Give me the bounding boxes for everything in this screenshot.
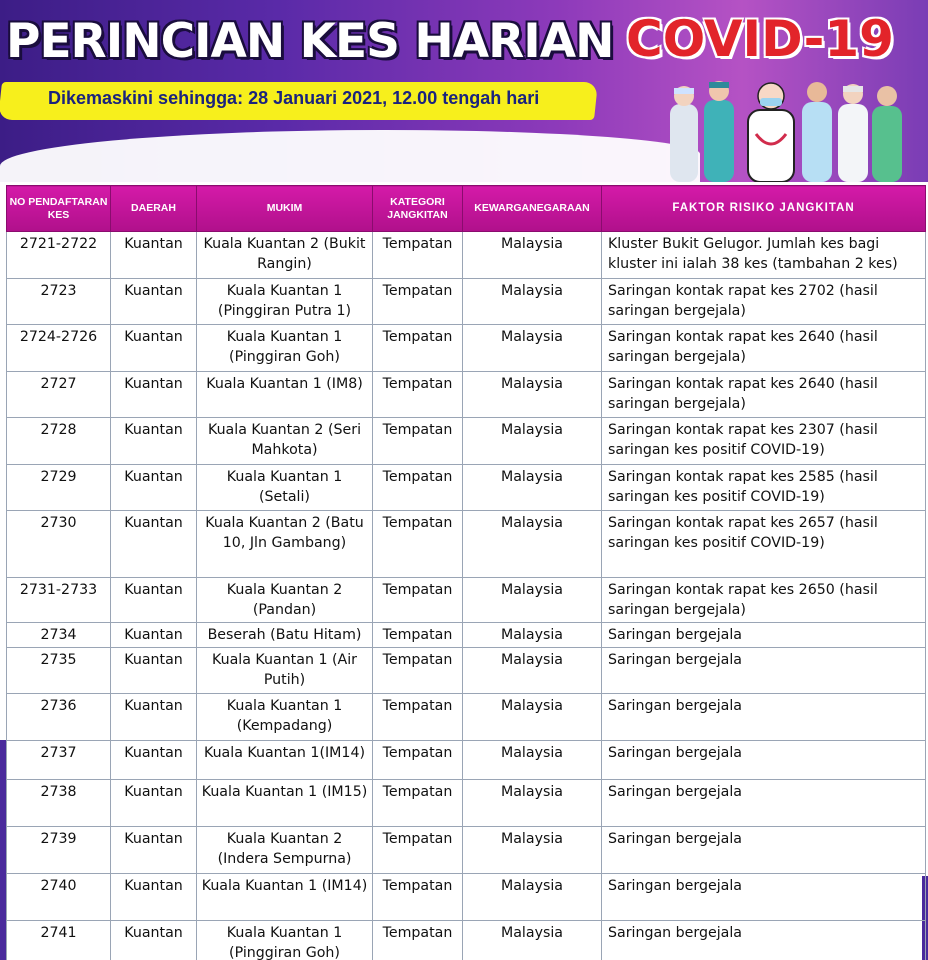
column-header-no: NO PENDAFTARAN KES (7, 186, 111, 232)
table-row (7, 418, 926, 465)
cell-mukim: Kuala Kuantan 1 (Setali) (197, 465, 373, 511)
cell-mukim: Kuala Kuantan 1 (Air Putih) (197, 648, 373, 694)
table-row (7, 780, 926, 827)
cell-faktor: Saringan bergejala (602, 741, 926, 780)
cell-kategori: Tempatan (373, 232, 463, 279)
cell-daerah: Kuantan (111, 741, 197, 780)
table-body (7, 232, 926, 960)
cell-warga: Malaysia (463, 648, 602, 694)
cell-case-no: 2738 (7, 780, 111, 827)
cell-daerah: Kuantan (111, 325, 197, 372)
cell-mukim: Kuala Kuantan 1 (IM14) (197, 874, 373, 921)
cell-kategori: Tempatan (373, 578, 463, 623)
cell-case-no: 2729 (7, 465, 111, 511)
table-row (7, 874, 926, 921)
cell-faktor: Saringan kontak rapat kes 2650 (hasil saringan bergejala) (602, 578, 926, 623)
cell-warga: Malaysia (463, 741, 602, 780)
cell-daerah: Kuantan (111, 648, 197, 694)
cell-daerah: Kuantan (111, 578, 197, 623)
cell-case-no: 2730 (7, 511, 111, 578)
cell-daerah: Kuantan (111, 623, 197, 648)
cell-mukim: Beserah (Batu Hitam) (197, 623, 373, 648)
table-header-row (7, 186, 926, 232)
cell-warga: Malaysia (463, 921, 602, 960)
page-title: PERINCIAN KES HARIAN (6, 14, 614, 69)
cell-faktor: Saringan kontak rapat kes 2657 (hasil saringan kes positif COVID-19) (602, 511, 926, 578)
cell-warga: Malaysia (463, 325, 602, 372)
cell-mukim: Kuala Kuantan 1 (Pinggiran Putra 1) (197, 279, 373, 325)
cell-daerah: Kuantan (111, 694, 197, 741)
cell-mukim: Kuala Kuantan 2 (Batu 10, Jln Gambang) (197, 511, 373, 578)
table-row (7, 578, 926, 623)
cell-case-no: 2728 (7, 418, 111, 465)
cell-case-no: 2724-2726 (7, 325, 111, 372)
cell-daerah: Kuantan (111, 418, 197, 465)
case-table (6, 185, 926, 960)
cell-case-no: 2739 (7, 827, 111, 874)
cell-kategori: Tempatan (373, 465, 463, 511)
cell-kategori: Tempatan (373, 279, 463, 325)
cell-daerah: Kuantan (111, 827, 197, 874)
cell-mukim: Kuala Kuantan 2 (Indera Sempurna) (197, 827, 373, 874)
health-worker-icon (802, 82, 832, 182)
cell-warga: Malaysia (463, 827, 602, 874)
cell-daerah: Kuantan (111, 511, 197, 578)
health-worker-icon (704, 81, 734, 182)
cell-kategori: Tempatan (373, 325, 463, 372)
cell-faktor: Saringan bergejala (602, 780, 926, 827)
cell-kategori: Tempatan (373, 418, 463, 465)
cell-case-no: 2727 (7, 372, 111, 418)
cell-faktor: Saringan bergejala (602, 921, 926, 960)
health-worker-icon (838, 84, 868, 182)
cell-faktor: Saringan bergejala (602, 623, 926, 648)
cell-case-no: 2731-2733 (7, 578, 111, 623)
table-row (7, 325, 926, 372)
cell-warga: Malaysia (463, 372, 602, 418)
cell-kategori: Tempatan (373, 921, 463, 960)
cell-mukim: Kuala Kuantan 1(IM14) (197, 741, 373, 780)
cell-kategori: Tempatan (373, 648, 463, 694)
cell-case-no: 2741 (7, 921, 111, 960)
cell-daerah: Kuantan (111, 279, 197, 325)
cell-case-no: 2721-2722 (7, 232, 111, 279)
cell-faktor: Saringan kontak rapat kes 2307 (hasil saringan kes positif COVID-19) (602, 418, 926, 465)
table-row (7, 648, 926, 694)
cell-kategori: Tempatan (373, 874, 463, 921)
cell-mukim: Kuala Kuantan 2 (Seri Mahkota) (197, 418, 373, 465)
cell-faktor: Saringan bergejala (602, 694, 926, 741)
header-banner (0, 0, 928, 182)
cell-kategori: Tempatan (373, 694, 463, 741)
table-row (7, 279, 926, 325)
cell-case-no: 2737 (7, 741, 111, 780)
table-row (7, 921, 926, 960)
cell-daerah: Kuantan (111, 921, 197, 960)
cell-warga: Malaysia (463, 623, 602, 648)
cell-daerah: Kuantan (111, 465, 197, 511)
table-row (7, 623, 926, 648)
cell-kategori: Tempatan (373, 511, 463, 578)
cell-mukim: Kuala Kuantan 1 (Pinggiran Goh) (197, 325, 373, 372)
cell-kategori: Tempatan (373, 780, 463, 827)
cell-faktor: Saringan kontak rapat kes 2585 (hasil saringan kes positif COVID-19) (602, 465, 926, 511)
health-worker-icon (872, 86, 902, 182)
cell-daerah: Kuantan (111, 874, 197, 921)
cell-mukim: Kuala Kuantan 2 (Bukit Rangin) (197, 232, 373, 279)
cell-daerah: Kuantan (111, 232, 197, 279)
cell-case-no: 2736 (7, 694, 111, 741)
cell-mukim: Kuala Kuantan 1 (Pinggiran Goh) (197, 921, 373, 960)
table-row (7, 741, 926, 780)
cell-faktor: Saringan kontak rapat kes 2640 (hasil saringan bergejala) (602, 372, 926, 418)
table-row (7, 372, 926, 418)
healthcare-workers-illustration (664, 74, 914, 182)
cell-mukim: Kuala Kuantan 1 (IM8) (197, 372, 373, 418)
covid-title: COVID-19 (626, 10, 894, 68)
cell-mukim: Kuala Kuantan 2 (Pandan) (197, 578, 373, 623)
update-timestamp: Dikemaskini sehingga: 28 Januari 2021, 12.00 tengah hari (48, 88, 540, 108)
cell-case-no: 2740 (7, 874, 111, 921)
table-row (7, 465, 926, 511)
cell-case-no: 2723 (7, 279, 111, 325)
table-row (7, 827, 926, 874)
cell-warga: Malaysia (463, 465, 602, 511)
cell-warga: Malaysia (463, 418, 602, 465)
cell-mukim: Kuala Kuantan 1 (Kempadang) (197, 694, 373, 741)
cell-warga: Malaysia (463, 279, 602, 325)
column-header-faktor: FAKTOR RISIKO JANGKITAN (602, 186, 926, 232)
cell-kategori: Tempatan (373, 741, 463, 780)
doctor-icon (748, 83, 794, 182)
header-wave-decoration (0, 130, 700, 182)
cell-case-no: 2735 (7, 648, 111, 694)
cell-warga: Malaysia (463, 780, 602, 827)
cell-daerah: Kuantan (111, 372, 197, 418)
cell-case-no: 2734 (7, 623, 111, 648)
cell-warga: Malaysia (463, 511, 602, 578)
health-worker-icon (670, 86, 698, 182)
cell-faktor: Kluster Bukit Gelugor. Jumlah kes bagi kluster ini ialah 38 kes (tambahan 2 kes) (602, 232, 926, 279)
cell-faktor: Saringan bergejala (602, 648, 926, 694)
column-header-daerah: DAERAH (111, 186, 197, 232)
cell-faktor: Saringan kontak rapat kes 2640 (hasil saringan bergejala) (602, 325, 926, 372)
cell-faktor: Saringan kontak rapat kes 2702 (hasil saringan bergejala) (602, 279, 926, 325)
cell-mukim: Kuala Kuantan 1 (IM15) (197, 780, 373, 827)
cell-warga: Malaysia (463, 874, 602, 921)
cell-warga: Malaysia (463, 232, 602, 279)
cell-faktor: Saringan bergejala (602, 874, 926, 921)
table-row (7, 232, 926, 279)
cell-kategori: Tempatan (373, 623, 463, 648)
cell-faktor: Saringan bergejala (602, 827, 926, 874)
table-row (7, 511, 926, 578)
column-header-mukim: MUKIM (197, 186, 373, 232)
cell-warga: Malaysia (463, 578, 602, 623)
cell-kategori: Tempatan (373, 372, 463, 418)
cell-daerah: Kuantan (111, 780, 197, 827)
column-header-kewarganegaraan: KEWARGANEGARAAN (463, 186, 602, 232)
cell-warga: Malaysia (463, 694, 602, 741)
cell-kategori: Tempatan (373, 827, 463, 874)
column-header-kategori: KATEGORI JANGKITAN (373, 186, 463, 232)
table-row (7, 694, 926, 741)
